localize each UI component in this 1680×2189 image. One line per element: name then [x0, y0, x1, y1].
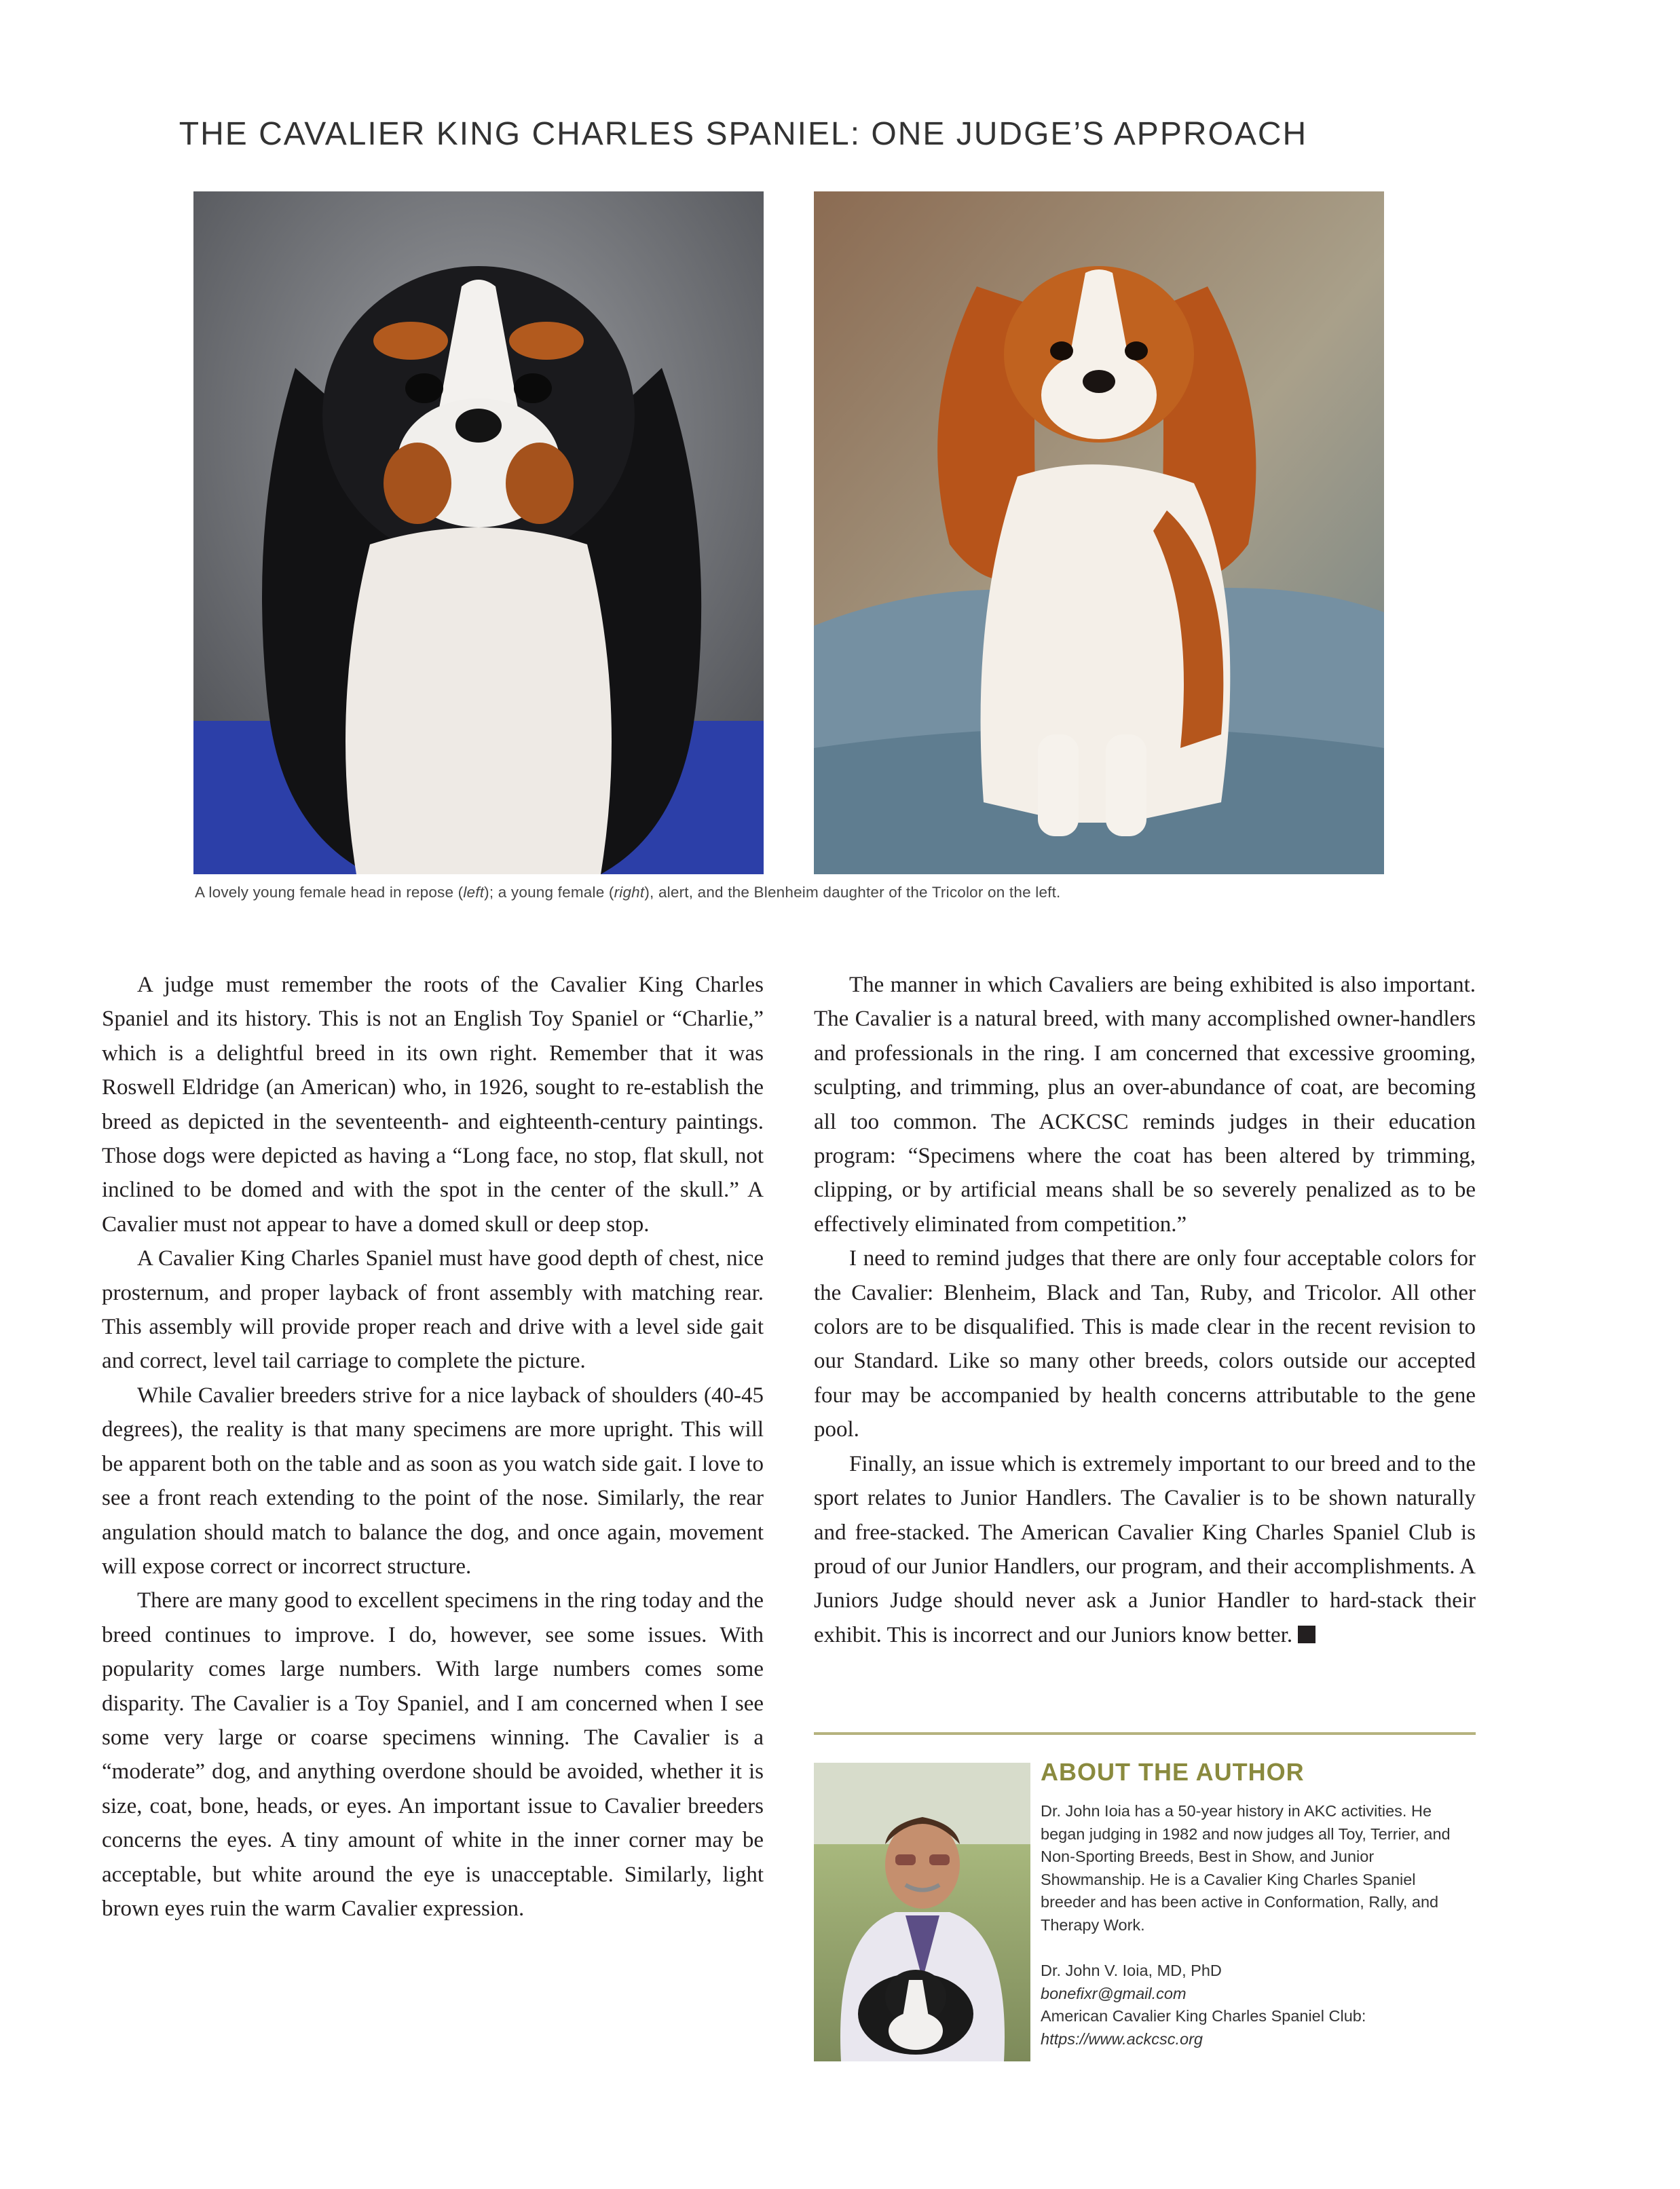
photo-caption	[195, 884, 1389, 901]
tricolor-spaniel-icon	[193, 191, 764, 874]
author-email-link[interactable]: bonefixr@gmail.com	[1041, 1984, 1187, 2002]
article-paragraph: A judge must remember the roots of the Cavalier King Charles Spaniel and its history. This is not an English Toy Spaniel or “Charlie,” which is a delightful breed in its own right. Remember that it was Roswell Eldridge (an American) who, in 1926, sought to re-establish the breed as depicted in the seventeenth- and eighteenth-century paintings. Those dogs were depicted as having a “Long face, no stop, flat skull, not inclined to be domed and with the spot in the center of the skull.” A Cavalier must not appear to have a domed skull or deep stop.	[102, 973, 764, 1237]
about-author	[1041, 1758, 1475, 2051]
author-photo	[814, 1763, 1030, 2061]
article-paragraph: A Cavalier King Charles Spaniel must have good depth of chest, nice prosternum, and proper layback of front assembly with matching rear. This assembly will provide proper reach and drive with a level side gait and correct, level tail carriage to complete the picture.	[102, 1246, 764, 1374]
author-signature	[1041, 1960, 1475, 2051]
page-title: THE CAVALIER KING CHARLES SPANIEL: ONE JUDGE’S APPROACH	[179, 116, 1308, 153]
article-paragraph: The manner in which Cavaliers are being exhibited is also important. The Cavalier is a natural breed, with many accomplished owner-handlers and professionals in the ring. I am concerned that excessive grooming, sculpting, and trimming, plus an over-abundance of coat, are becoming all too common. The ACKCSC reminds judges in their education program: “Specimens where the coat has been altered by trimming, clipping, or by artificial means shall be so severely penalized as to be effectively eliminated from competition.”	[814, 973, 1476, 1237]
article-right-column	[814, 968, 1476, 1652]
end-mark-icon	[1298, 1626, 1315, 1643]
blenheim-spaniel-icon	[814, 191, 1384, 874]
article-paragraph: While Cavalier breeders strive for a nice layback of shoulders (40-45 degrees), the reality is that many specimens are more upright. This will be apparent both on the table and as soon as you watch side gait. I love to see a front reach extending to the point of the nose. Similarly, the rear angulation should match to balance the dog, and once again, movement will expose correct or incorrect structure.	[102, 1383, 764, 1579]
club-url-link[interactable]: https://www.ackcsc.org	[1041, 2029, 1203, 2048]
author-with-spaniel-icon	[814, 1763, 1030, 2061]
caption-part2: ); a young female (	[484, 884, 614, 901]
article-left-column	[102, 968, 764, 1926]
article-final-text: Finally, an issue which is extremely important to our breed and to the sport relates to Junior Handlers. The Cavalier is to be shown naturally and free-stacked. The American Cavalier King Charles Spaniel Club is proud of our Junior Handlers, our program, and their accomplishments. A Juniors Judge should never ask a Junior Handler to hard-stack their exhibit. This is incorrect and our Juniors know better.	[814, 1451, 1476, 1647]
caption-part1: A lovely young female head in repose (	[195, 884, 464, 901]
caption-left-word: left	[463, 884, 485, 901]
about-bio: Dr. John Ioia has a 50-year history in AKC activities. He began judging in 1982 and now judges all Toy, Terrier, and Non-Sporting Breeds, Best in Show, and Junior Showmanship. He is a Cavalier King Charles Spaniel breeder and has been active in Conformation, Rally, and Therapy Work.	[1041, 1802, 1451, 1934]
caption-part3: ), alert, and the Blenheim daughter of the Tricolor on the left.	[644, 884, 1061, 901]
article-paragraph: There are many good to excellent specimens in the ring today and the breed continues to improve. I do, however, see some issues. With popularity comes large numbers. With large numbers comes some disparity. The Cavalier is a Toy Spaniel, and I am concerned when I see some very large or coarse specimens winning. The Cavalier is a “moderate” dog, and anything overdone should be avoided, whether it is size, coat, bone, heads, or eyes. An important issue to Cavalier breeders concerns the eyes. A tiny amount of white in the inner corner may be acceptable, but white around the eye is unacceptable. Similarly, light brown eyes ruin the warm Cavalier expression.	[102, 1588, 764, 1921]
about-heading: ABOUT THE AUTHOR	[1041, 1758, 1305, 1786]
blenheim-spaniel-photo	[814, 191, 1384, 874]
author-name: Dr. John V. Ioia, MD, PhD	[1041, 1962, 1222, 1979]
caption-right-word: right	[614, 884, 645, 901]
section-divider	[814, 1732, 1476, 1735]
article-paragraph: I need to remind judges that there are only four acceptable colors for the Cavalier: Blenheim, Black and Tan, Ruby, and Tricolor. All other colors are to be disqualified. This is made clear in the recent revision to our Standard. Like so many other breeds, colors outside our accepted four may be accompanied by health concerns attributable to the gene pool.	[814, 1246, 1476, 1442]
author-club: American Cavalier King Charles Spaniel Club:	[1041, 2007, 1366, 2025]
tricolor-spaniel-photo	[193, 191, 764, 874]
article-paragraph-final	[814, 1447, 1476, 1652]
